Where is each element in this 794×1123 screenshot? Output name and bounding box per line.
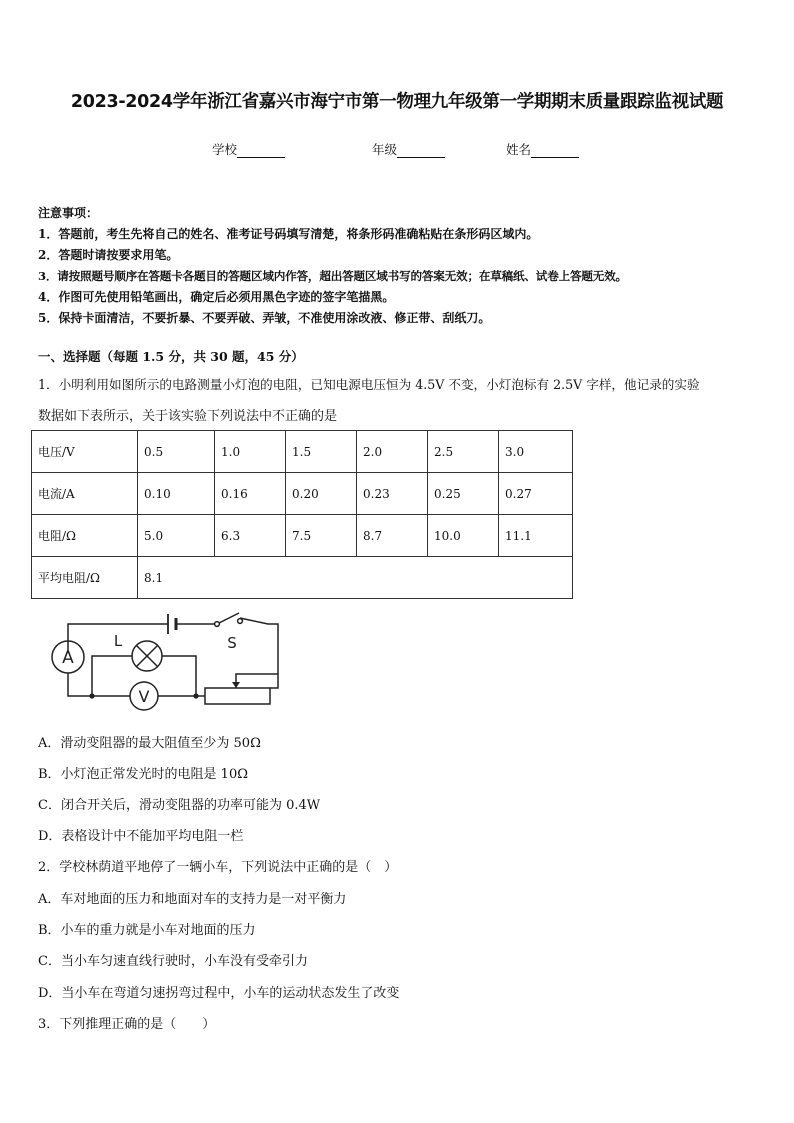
table-row [32,515,573,557]
table-cell: 7.5 [286,515,357,557]
note-item: 5．保持卡面清洁，不要折暴、不要弄破、弄皱，不准使用涂改液、修正带、刮纸刀。 [38,311,491,325]
question-3-stem: 3．下列推理正确的是（ ） [38,1017,216,1032]
circuit-wire [162,656,196,696]
note-item: 3．请按照题号顺序在答题卡各题目的答题区域内作答，超出答题区域书写的答案无效；在草稿纸、试卷上答题无效。 [38,269,627,283]
question-2-option[interactable]: C．当小车匀速直线行驶时，小车没有受牵引力 [38,954,308,969]
table-cell: 10.0 [428,515,499,557]
junction-dot [193,693,198,698]
note-item: 4．作图可先使用铅笔画出，确定后必须用黑色字迹的签字笔描黑。 [38,290,395,304]
question-2-option[interactable]: A．车对地面的压力和地面对车的支持力是一对平衡力 [38,892,347,907]
table-cell: 2.0 [357,431,428,473]
question-1-option[interactable]: B．小灯泡正常发光时的电阻是 10Ω [38,767,249,782]
student-info-fields [0,140,794,160]
grade-label: 年级 [372,142,398,157]
switch-contact [238,619,243,624]
question-1-option[interactable]: D．表格设计中不能加平均电阻一栏 [38,829,244,844]
table-cell: 5.0 [138,515,215,557]
table-cell: 平均电阻/Ω [32,557,138,599]
note-item: 2．答题时请按要求用笔。 [38,248,179,262]
table-cell: 8.7 [357,515,428,557]
table-row [32,431,573,473]
question-1-line-2: 数据如下表所示，关于该实验下列说法中不正确的是 [38,409,338,424]
circuit-diagram [40,608,290,713]
rheostat-arrow [232,682,240,688]
switch-label: S [227,634,237,652]
rheostat-slider [236,674,278,688]
table-cell: 电压/V [32,431,138,473]
notes-heading: 注意事项： [38,206,99,220]
table-cell: 电流/A [32,473,138,515]
page-title: 2023-2024学年浙江省嘉兴市海宁市第一物理九年级第一学期期末质量跟踪监视试题 [70,92,724,112]
junction-dot [89,693,94,698]
circuit-wire [68,673,92,696]
table-cell: 1.5 [286,431,357,473]
grade-blank[interactable] [397,144,445,158]
data-table [31,430,573,599]
note-item: 1．答题前，考生先将自己的姓名、准考证号码填写清楚，将条形码准确粘贴在条形码区域内。 [38,227,539,241]
name-field[interactable] [506,140,579,158]
table-cell: 6.3 [215,515,286,557]
question-1-line-1: 1．小明利用如图所示的电路测量小灯泡的电阻，已知电源电压恒为 4.5V 不变，小灯泡标有 2.5V 字样，他记录的实验 [38,377,700,392]
switch-blade [219,613,239,623]
table-cell: 0.20 [286,473,357,515]
table-cell: 1.0 [215,431,286,473]
question-2-option[interactable]: B．小车的重力就是小车对地面的压力 [38,923,256,938]
table-row [32,557,573,599]
table-row [32,473,573,515]
circuit-wire [92,656,132,696]
school-label: 学校 [212,142,238,157]
notes-block [38,203,768,329]
ammeter-label: A [62,648,74,668]
lamp-label: L [113,632,123,650]
table-cell: 0.5 [138,431,215,473]
question-2-option[interactable]: D．当小车在弯道匀速拐弯过程中，小车的运动状态发生了改变 [38,986,400,1001]
school-field[interactable] [212,140,285,158]
name-blank[interactable] [531,144,579,158]
circuit-wire [240,618,278,688]
school-blank[interactable] [237,144,285,158]
table-cell: 0.25 [428,473,499,515]
switch-contact [215,622,220,627]
table-cell: 3.0 [499,431,573,473]
table-cell: 0.16 [215,473,286,515]
table-cell: 0.10 [138,473,215,515]
table-cell: 电阻/Ω [32,515,138,557]
question-1-option[interactable]: A．滑动变阻器的最大阻值至少为 50Ω [38,736,261,751]
table-cell: 2.5 [428,431,499,473]
name-label: 姓名 [506,142,532,157]
table-cell: 0.23 [357,473,428,515]
question-2-stem: 2．学校林荫道平地停了一辆小车，下列说法中正确的是（ ） [38,860,398,875]
voltmeter-label: V [138,687,150,706]
table-cell: 0.27 [499,473,573,515]
rheostat-icon [205,688,270,704]
table-cell: 11.1 [499,515,573,557]
table-cell: 8.1 [138,557,573,599]
question-1-option[interactable]: C．闭合开关后，滑动变阻器的功率可能为 0.4W [38,798,321,813]
grade-field[interactable] [372,140,445,158]
section-heading: 一、选择题（每题 1.5 分，共 30 题，45 分） [38,349,304,364]
